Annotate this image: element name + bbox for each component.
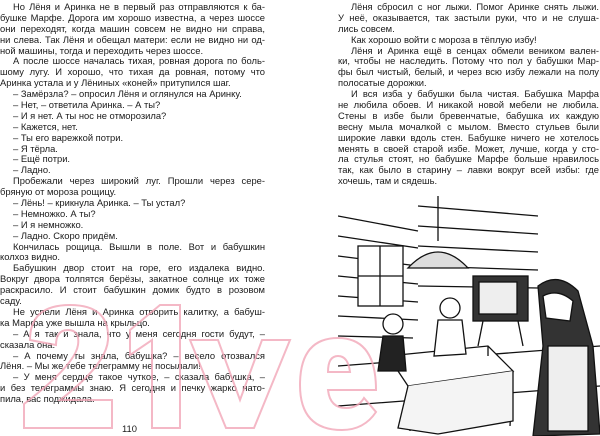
text-line: – А я так и знала, что у меня сегодня гости будут, –: [13, 327, 265, 339]
text-line: И вся изба у бабушки была чистая. Бабушка Марфа: [351, 88, 599, 100]
text-line: Кончилась рощица. Вышли в поле. Вот и бабушкин: [13, 240, 265, 252]
text-line: полосатые дорожки.: [338, 77, 427, 89]
text-line: пила, вас поджидала.: [0, 393, 95, 405]
text-line: – Немножко. А ты?: [13, 207, 96, 219]
text-line: А после шоссе началась тихая, ровная дорога по боль-: [13, 55, 265, 67]
text-line: – Ты его варежкой потри.: [13, 131, 124, 143]
text-line: – Ещё потри.: [13, 153, 71, 165]
text-line: ки, чтобы не наследить. Потому что пол у бабушки Мар-: [338, 55, 599, 67]
text-line: колхоз видно.: [0, 251, 60, 263]
text-line: и без телеграммы знаю. Я сегодня и печку жарко нато-: [0, 382, 265, 394]
text-line: они переходят, когда машин совсем не видно ни справа,: [0, 22, 265, 34]
text-line: так, как было в старину – лавки вокруг всей избы: где: [338, 164, 599, 176]
text-line: фы был чистый, белый, и через всю избу лежали на полу: [338, 66, 599, 78]
text-line: не любила обоев. И никакой новой мебели не любила.: [338, 99, 599, 111]
text-line: Лёня. – Мы же тебе телеграмму не посылали!: [0, 360, 201, 372]
left-page-text: [0, 2, 265, 405]
text-line: шому лугу. И хорошо, что тихая да ровная, потому что: [0, 66, 265, 78]
text-line: ни слева. Так Лёня и обещал матери: если не видно ни од-: [0, 33, 265, 45]
page-number: 110: [122, 423, 137, 434]
text-line: – И я немножко.: [13, 218, 84, 230]
text-line: лись совсем.: [338, 22, 395, 34]
text-line: – У меня сердце такое чуткое, – сказала бабушка, –: [13, 371, 265, 383]
text-line: – Ладно.: [13, 164, 51, 176]
illustration-izba-interior: [338, 196, 600, 436]
text-line: бряную от мороза рощицу.: [0, 186, 117, 198]
text-line: Лёня сбросил с ног лыжи. Помог Аринке снять лыжи.: [351, 1, 599, 12]
text-line: ла стулья стоят, но бабушке Марфе больше нравилось: [338, 153, 599, 165]
text-line: Не успели Лёня и Аринка отворить калитку, а бабуш-: [13, 305, 265, 317]
text-line: раскрасило. И стоит бабушкин домик будто в розовом: [0, 284, 265, 296]
text-line: бушке Марфе. Дорога им хорошо известна, а через шоссе: [0, 11, 265, 23]
text-line: сказала она.: [0, 338, 56, 350]
text-line: – Ладно. Скоро придём.: [13, 229, 118, 241]
text-line: Но Лёня и Аринка не в первый раз отправляются к ба-: [13, 1, 265, 12]
text-line: менять в своей старой избе. Может, лучше, когда у сто-: [338, 142, 599, 154]
text-line: хочешь, там и сядешь.: [338, 175, 438, 187]
text-line: Как хорошо войти с мороза в тёплую избу!: [351, 33, 537, 45]
text-line: Пробежали через широкий луг. Прошли через сере-: [13, 175, 265, 187]
text-line: Лёня и Аринка ещё в сенцах обмели веником вален-: [351, 44, 599, 56]
text-line: Вокруг двора толпятся берёзы, закатное солнце их тоже: [0, 273, 265, 285]
text-line: Аринка устала и у Лёниных «коней» притупился шаг.: [0, 77, 231, 89]
text-line: ка Марфа уже вышла на крыльцо.: [0, 316, 150, 328]
text-line: широкие лавки вдоль стен. Бабушке ничего не хотелось: [338, 131, 599, 143]
text-line: весну мыла мочалкой с мылом. Вместо стульев были: [338, 120, 599, 132]
text-line: У неё, оказывается, так застыли руки, что и не слуша-: [338, 11, 599, 23]
text-line: – Кажется, нет.: [13, 120, 78, 132]
right-page-text: [338, 2, 599, 187]
text-line: – Я тёрла.: [13, 142, 58, 154]
text-line: Стены в избе были бревенчатые, бабушка их каждую: [338, 109, 599, 121]
text-line: – А почему ты знала, бабушка? – весело отозвался: [13, 349, 265, 361]
text-line: ной машины, тогда и переходить через шоссе.: [0, 44, 204, 56]
text-line: Бабушкин двор стоит на горе, его издалека видно.: [13, 262, 265, 274]
text-line: – Нет, – ответила Аринка. – А ты?: [13, 99, 161, 111]
text-line: – И я нет. А ты нос не отморозила?: [13, 109, 167, 121]
text-line: саду.: [0, 295, 22, 307]
text-line: – Лёнь! – крикнула Аринка. – Ты устал?: [13, 197, 186, 209]
text-line: – Замёрзла? – опросил Лёня и оглянулся на Аринку.: [13, 88, 242, 100]
